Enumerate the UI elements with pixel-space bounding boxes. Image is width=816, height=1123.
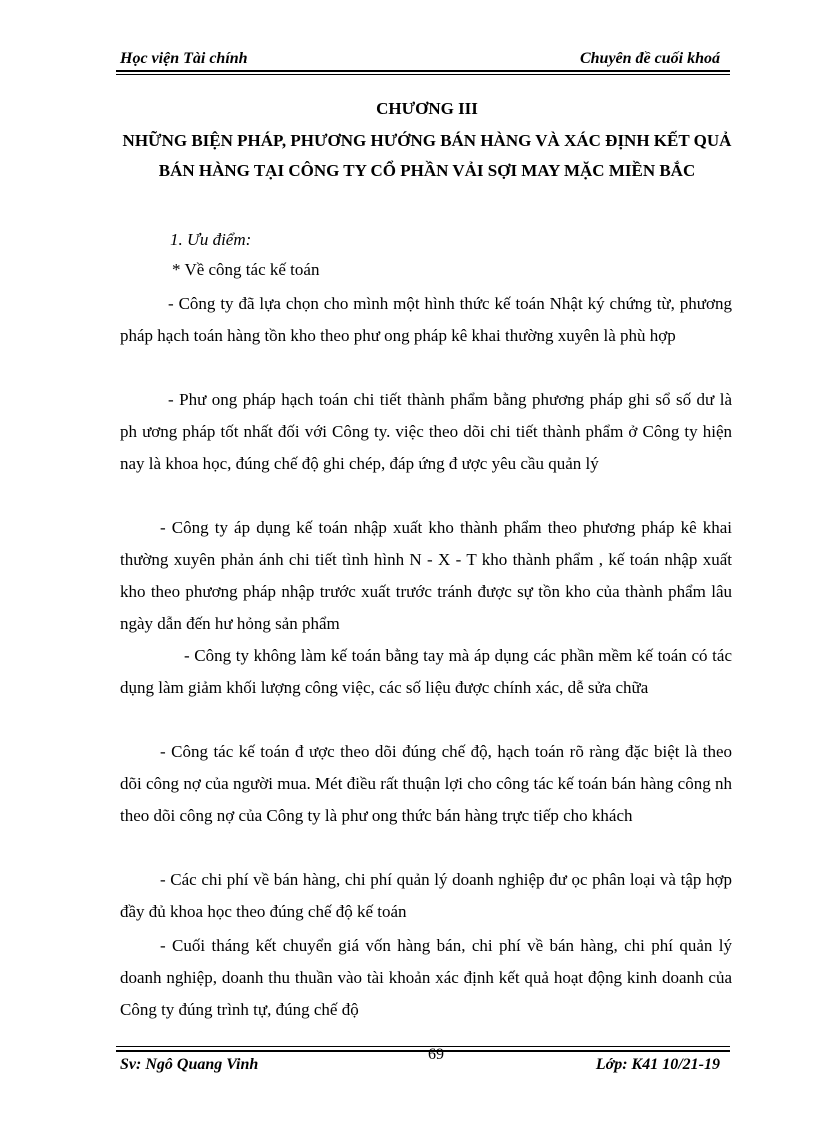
footer-class: Lớp: K41 10/21-19	[595, 1056, 720, 1073]
paragraph-5: - Công tác kế toán đ ược theo dõi đúng chế độ, hạch toán rõ ràng đặc biệt là theo dõi công nợ của người mua. Mét điều rất thuận lợi cho công tác kế toán bán hàng công nh theo dõi công nợ của Công ty là phư ong thức bán hàng trực tiếp cho khách	[120, 742, 732, 825]
paragraph-6: - Các chi phí về bán hàng, chi phí quản lý doanh nghiệp đư ọc phân loại và tập hợp đầy đủ khoa học theo đúng chế độ kế toán	[120, 870, 732, 921]
paragraph-4: - Công ty không làm kế toán bằng tay mà áp dụng các phần mềm kế toán có tác dụng làm giảm khối lượng công việc, các số liệu được chính xác, dễ sửa chữa	[120, 646, 732, 697]
header-left: Học viện Tài chính	[120, 50, 248, 67]
section-heading: 1. Ưu điểm:	[170, 230, 252, 249]
footer-student: Sv: Ngô Quang Vinh	[120, 1056, 259, 1073]
paragraph-1: - Công ty đã lựa chọn cho mình một hình thức kế toán Nhật ký chứng từ, phương pháp hạch toán hàng tồn kho theo phư ong pháp kê khai thường xuyên là phù hợp	[120, 294, 732, 345]
page-number: 69	[428, 1046, 444, 1063]
chapter-title: NHỮNG BIỆN PHÁP, PHƯƠNG HƯỚNG BÁN HÀNG VÀ XÁC ĐỊNH KẾT QUẢ BÁN HÀNG TẠI CÔNG TY CỔ PHẦN VẢI SỢI MAY MẶC MIỀN BẮC	[122, 131, 732, 180]
paragraph-3: - Công ty áp dụng kế toán nhập xuất kho thành phẩm theo phương pháp kê khai thường xuyên phản ánh chi tiết tình hình N - X - T kho thành phẩm , kế toán nhập xuất kho theo phương pháp nhập trước xuất trước tránh được sự tồn kho của thành phẩm lâu ngày dẫn đến hư hỏng sản phẩm	[120, 518, 732, 633]
paragraph-7: - Cuối tháng kết chuyển giá vốn hàng bán, chi phí về bán hàng, chi phí quản lý doanh nghiệp, doanh thu thuần vào tài khoản xác định kết quả hoạt động kinh doanh của Công ty đúng trình tự, đúng chế độ	[120, 936, 732, 1019]
paragraph-2: - Phư ong pháp hạch toán chi tiết thành phẩm bằng phương pháp ghi sổ số dư là ph ương pháp tốt nhất đối với Công ty. việc theo dõi chi tiết thành phẩm ở Công ty hiện nay là khoa học, đúng chế độ ghi chép, đáp ứng đ ược yêu cầu quản lý	[120, 390, 732, 473]
header-right: Chuyên đề cuối khoá	[579, 50, 720, 67]
header-rule	[116, 70, 730, 72]
header-rule-thin	[116, 74, 730, 75]
chapter-number: CHƯƠNG III	[376, 99, 478, 118]
section-subheading: * Về công tác kế toán	[172, 260, 320, 279]
